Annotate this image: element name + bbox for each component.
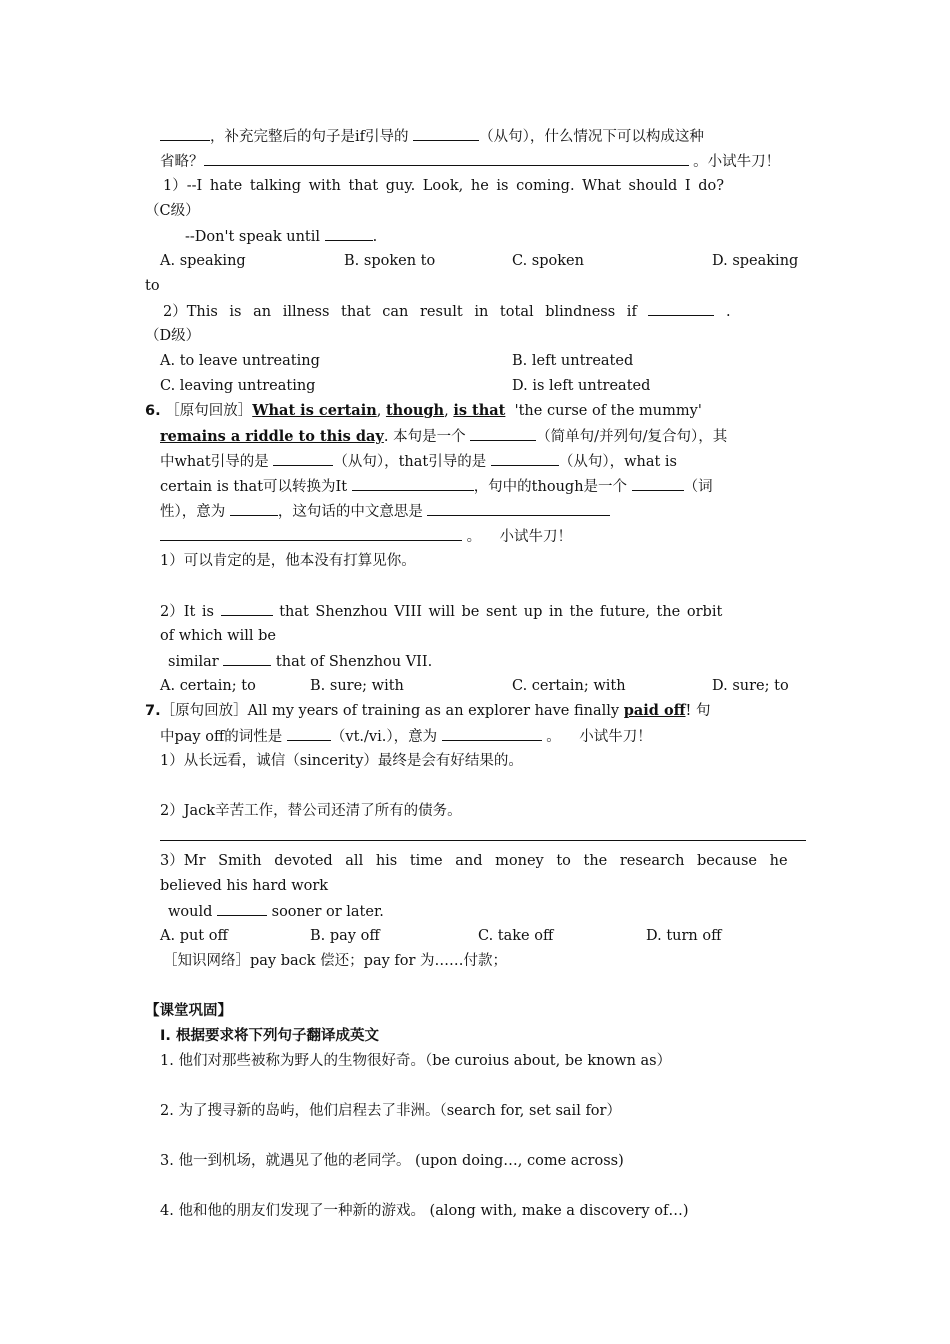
item5-q1-line2: --Don't speak until . bbox=[185, 226, 377, 247]
blank[interactable] bbox=[160, 526, 462, 541]
item5-line2: 省略？ 。小试牛刀！ bbox=[160, 151, 780, 172]
item7-q3-line3: would sooner or later. bbox=[168, 901, 384, 922]
item6-line5: 性），意为 ，这句话的中文意思是 bbox=[160, 501, 610, 522]
blank[interactable] bbox=[223, 651, 271, 666]
option: A. speaking bbox=[160, 253, 246, 269]
option: C. certain; with bbox=[512, 678, 626, 694]
key-phrase: though bbox=[385, 402, 445, 419]
item7-q3-line2: believed his hard work bbox=[160, 878, 329, 894]
blank[interactable] bbox=[160, 126, 210, 141]
translation-item: 4. 他和他的朋友们发现了一种新的游戏。 (along with, make a discovery of…) bbox=[160, 1203, 689, 1219]
item6-line1: 6. ［原句回放］What is certain, though, is that 'the curse of the mummy' bbox=[145, 402, 702, 419]
option: B. left untreated bbox=[512, 353, 634, 369]
option-wrap: to bbox=[145, 278, 160, 294]
blank[interactable] bbox=[230, 501, 278, 516]
item-number: 7. bbox=[145, 703, 161, 719]
blank[interactable] bbox=[217, 901, 267, 916]
translation-item: 2. 为了搜寻新的岛屿，他们启程去了非洲。（search for, set sail for） bbox=[160, 1103, 621, 1119]
option: A. certain; to bbox=[160, 678, 256, 694]
blank[interactable] bbox=[648, 301, 714, 316]
blank[interactable] bbox=[632, 476, 684, 491]
option: C. leaving untreating bbox=[160, 378, 316, 394]
option: A. to leave untreating bbox=[160, 353, 320, 369]
item7-line1: 7.［原句回放］All my years of training as an explorer have finally paid off! 句 bbox=[145, 702, 711, 719]
option: B. pay off bbox=[310, 928, 380, 944]
item-number: 6. bbox=[145, 403, 161, 419]
item6-q1: 1）可以肯定的是，他本没有打算见你。 bbox=[160, 553, 416, 569]
item6-q2-line2: of which will be bbox=[160, 628, 276, 644]
blank[interactable] bbox=[221, 601, 273, 616]
blank[interactable] bbox=[413, 126, 479, 141]
blank[interactable] bbox=[204, 151, 689, 166]
answer-line bbox=[160, 840, 806, 841]
item6-line4: certain is that可以转换为It ，句中的though是一个 （词 bbox=[160, 476, 713, 497]
item7-network: ［知识网络］pay back 偿还；pay for 为……付款； bbox=[163, 953, 508, 969]
option: C. spoken bbox=[512, 253, 584, 269]
option: D. turn off bbox=[646, 928, 722, 944]
item7-q2: 2）Jack辛苦工作，替公司还清了所有的债务。 bbox=[160, 803, 462, 819]
blank[interactable] bbox=[491, 451, 559, 466]
section-title: I. 根据要求将下列句子翻译成英文 bbox=[160, 1028, 379, 1044]
blank[interactable] bbox=[470, 426, 536, 441]
key-phrase: paid off bbox=[623, 702, 686, 719]
translation-item: 1. 他们对那些被称为野人的生物很好奇。（be curoius about, be known as） bbox=[160, 1053, 672, 1069]
item5-line1: ，补充完整后的句子是if引导的 （从句），什么情况下可以构成这种 bbox=[160, 126, 704, 147]
key-phrase: What is certain bbox=[252, 402, 377, 419]
blank[interactable] bbox=[273, 451, 333, 466]
option: A. put off bbox=[160, 928, 228, 944]
option: B. sure; with bbox=[310, 678, 404, 694]
item6-line6: 。 小试牛刀！ bbox=[160, 526, 572, 547]
item7-q1: 1）从长远看，诚信（sincerity）最终是会有好结果的。 bbox=[160, 753, 523, 769]
option: D. is left untreated bbox=[512, 378, 651, 394]
item7-line2: 中pay off的词性是 （vt./vi.），意为 。 小试牛刀！ bbox=[160, 726, 652, 747]
option: D. sure; to bbox=[712, 678, 789, 694]
blank[interactable] bbox=[427, 501, 610, 516]
key-phrase: is that bbox=[453, 402, 506, 419]
item6-line3: 中what引导的是 （从句），that引导的是 （从句），what is bbox=[160, 451, 677, 472]
item6-line2: remains a riddle to this day. 本句是一个 （简单句/并列句/复合句），其 bbox=[160, 428, 728, 445]
item7-q3-line1: 3）Mr Smith devoted all his time and money to the research because he bbox=[160, 853, 788, 869]
item5-q1-line1: 1）--I hate talking with that guy. Look, he is coming. What should I do? bbox=[163, 178, 725, 194]
blank[interactable] bbox=[325, 226, 373, 241]
blank[interactable] bbox=[352, 476, 474, 491]
blank[interactable] bbox=[442, 726, 542, 741]
item6-q2-line1: 2）It is that Shenzhou VIII will be sent up in the future, the orbit bbox=[160, 601, 722, 622]
option: D. speaking bbox=[712, 253, 799, 269]
translation-item: 3. 他一到机场，就遇见了他的老同学。 (upon doing…, come across) bbox=[160, 1153, 624, 1169]
item5-q1-level: （C级） bbox=[145, 203, 200, 219]
item5-q2-level: （D级） bbox=[145, 328, 201, 344]
section-heading: 【课堂巩固】 bbox=[145, 1003, 232, 1019]
option: C. take off bbox=[478, 928, 554, 944]
blank[interactable] bbox=[287, 726, 331, 741]
option: B. spoken to bbox=[344, 253, 436, 269]
key-phrase: remains a riddle to this day bbox=[160, 428, 384, 445]
item5-q2-line1: 2）This is an illness that can result in total blindness if . bbox=[163, 301, 731, 322]
item6-q2-line3: similar that of Shenzhou VII. bbox=[168, 651, 432, 672]
